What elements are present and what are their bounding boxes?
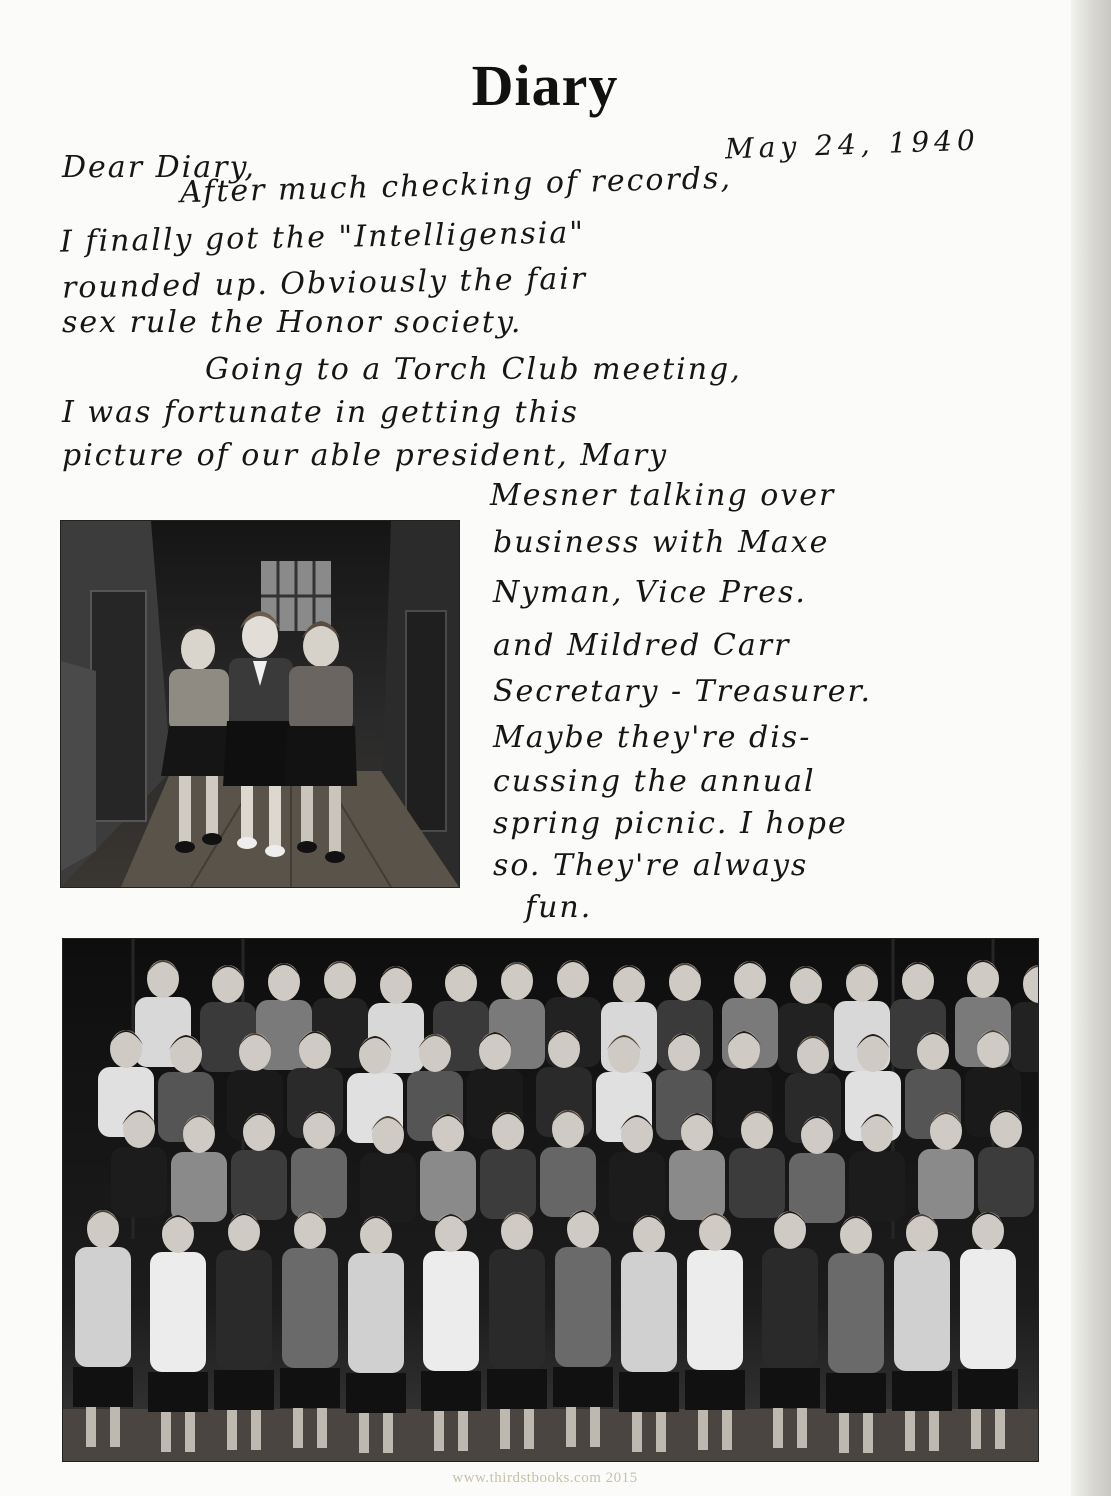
person-head [87,1210,119,1248]
letter-line-2: After much checking of records, [179,160,733,211]
person-leg [773,1408,783,1448]
person-head [608,1035,640,1073]
person-head [123,1110,155,1148]
person-leg [797,1408,807,1448]
letter-line-17: so. They're always [493,848,809,883]
person-leg [995,1409,1005,1449]
person-body [360,1153,416,1223]
person-head [967,960,999,998]
person-head [170,1035,202,1073]
page-footer: www.thirdstbooks.com 2015 [452,1470,638,1486]
person-body [348,1253,404,1373]
person-head [797,1036,829,1074]
person-leg [110,1407,120,1447]
person-head [681,1113,713,1151]
person-leg [434,1411,444,1451]
person-leg [185,1412,195,1452]
person-body [282,1248,338,1368]
person-head [492,1112,524,1150]
person-leg [293,1408,303,1448]
person-body [960,1249,1016,1369]
letter-line-4: rounded up. Obviously the fair [61,261,588,306]
person-head [930,1112,962,1150]
person-leg [698,1410,708,1450]
person-leg [722,1410,732,1450]
person-leg [227,1410,237,1450]
person-skirt [760,1368,820,1408]
person-head [801,1116,833,1154]
letter-line-13: Secretary - Treasurer. [493,674,873,709]
book-gutter-shadow [1071,0,1111,1496]
page-title: Diary [471,53,619,118]
person-head [445,964,477,1002]
person-head [613,965,645,1003]
person-head [212,965,244,1003]
person-body [489,1249,545,1369]
person-body [918,1149,974,1219]
person-body [231,1150,287,1220]
person-leg [929,1411,939,1451]
person-skirt [487,1369,547,1409]
person-head [774,1211,806,1249]
person-head [734,961,766,999]
person-body [978,1147,1034,1217]
person-head [557,960,589,998]
person-head [846,964,878,1002]
person-body [669,1150,725,1220]
person-skirt [421,1371,481,1411]
person-head [299,1031,331,1069]
letter-line-9: Mesner talking over [490,478,836,513]
person-head [972,1212,1004,1250]
person-skirt [553,1367,613,1407]
person-head [699,1213,731,1251]
letter-line-16: spring picnic. I hope [493,806,848,841]
person-body [480,1149,536,1219]
person-leg [524,1409,534,1449]
person-skirt [346,1373,406,1413]
diary-date: May 24, 1940 [724,123,981,166]
letter-line-6: Going to a Torch Club meeting, [205,352,742,387]
letter-line-12: and Mildred Carr [493,628,791,663]
person-body [609,1152,665,1222]
person-body [621,1252,677,1372]
person-leg [359,1413,369,1453]
person-head [501,962,533,1000]
person-body [111,1147,167,1217]
letter-line-8: picture of our able president, Mary [62,438,669,473]
person-leg [971,1409,981,1449]
person-head [861,1114,893,1152]
person-leg [590,1407,600,1447]
person-head [360,1216,392,1254]
person-head [239,1033,271,1071]
person-head [902,962,934,1000]
person-leg [839,1413,849,1453]
person-head [917,1032,949,1070]
letter-line-3: I finally got the "Intelligensia" [59,215,586,260]
person-head [668,1033,700,1071]
person-head [728,1031,760,1069]
person-head [228,1213,260,1251]
person-head [567,1210,599,1248]
person-body [762,1248,818,1368]
letter-line-14: Maybe they're dis- [493,720,812,755]
person-body [216,1250,272,1370]
person-head [501,1212,533,1250]
person-head [840,1216,872,1254]
person-body [555,1247,611,1367]
person-body [171,1152,227,1222]
person-head [790,966,822,1004]
person-head [669,963,701,1001]
person-body [849,1151,905,1221]
person-leg [383,1413,393,1453]
person-body [75,1247,131,1367]
person-body [1011,1002,1038,1072]
person-leg [656,1412,666,1452]
person-head [633,1215,665,1253]
person-leg [500,1409,510,1449]
person-head [110,1030,142,1068]
person-head [479,1032,511,1070]
person-body [789,1153,845,1223]
person-skirt [892,1371,952,1411]
person-body [423,1251,479,1371]
person-head [977,1030,1009,1068]
person-head [372,1116,404,1154]
person-head [268,963,300,1001]
person-head [621,1115,653,1153]
person-leg [251,1410,261,1450]
person-body [540,1147,596,1217]
person-head [324,961,356,999]
person-head [552,1110,584,1148]
person-skirt [826,1373,886,1413]
person-skirt [619,1372,679,1412]
person-skirt [214,1370,274,1410]
person-skirt [280,1368,340,1408]
person-leg [566,1407,576,1447]
person-body [894,1251,950,1371]
person-body [687,1250,743,1370]
person-leg [86,1407,96,1447]
person-head [548,1030,580,1068]
person-head [990,1110,1022,1148]
person-body [420,1151,476,1221]
person-body [150,1252,206,1372]
person-head [857,1034,889,1072]
letter-line-10: business with Maxe [493,525,830,560]
person-skirt [958,1369,1018,1409]
person-head [294,1211,326,1249]
person-skirt [685,1370,745,1410]
person-leg [863,1413,873,1453]
person-head [243,1113,275,1151]
person-head [303,1111,335,1149]
person-head [162,1215,194,1253]
person-head [183,1115,215,1153]
person-leg [458,1411,468,1451]
person-head [435,1214,467,1252]
person-head [359,1036,391,1074]
person-body [729,1148,785,1218]
person-head [147,960,179,998]
person-body [291,1148,347,1218]
person-leg [317,1408,327,1448]
officers-photo [60,520,460,888]
person-leg [905,1411,915,1451]
letter-line-1: Dear Diary, [62,150,256,185]
letter-line-5: sex rule the Honor society. [62,305,523,340]
person-head [906,1214,938,1252]
honor-society-group-photo [62,938,1039,1462]
letter-line-11: Nyman, Vice Pres. [493,575,807,610]
person-head [432,1114,464,1152]
person-head [380,966,412,1004]
letter-line-7: I was fortunate in getting this [62,395,579,430]
person-leg [632,1412,642,1452]
person-body [828,1253,884,1373]
person-leg [161,1412,171,1452]
person-head [419,1034,451,1072]
person-skirt [73,1367,133,1407]
person-head [741,1111,773,1149]
letter-line-15: cussing the annual [493,764,816,799]
letter-line-18: fun. [525,890,593,925]
person-skirt [148,1372,208,1412]
